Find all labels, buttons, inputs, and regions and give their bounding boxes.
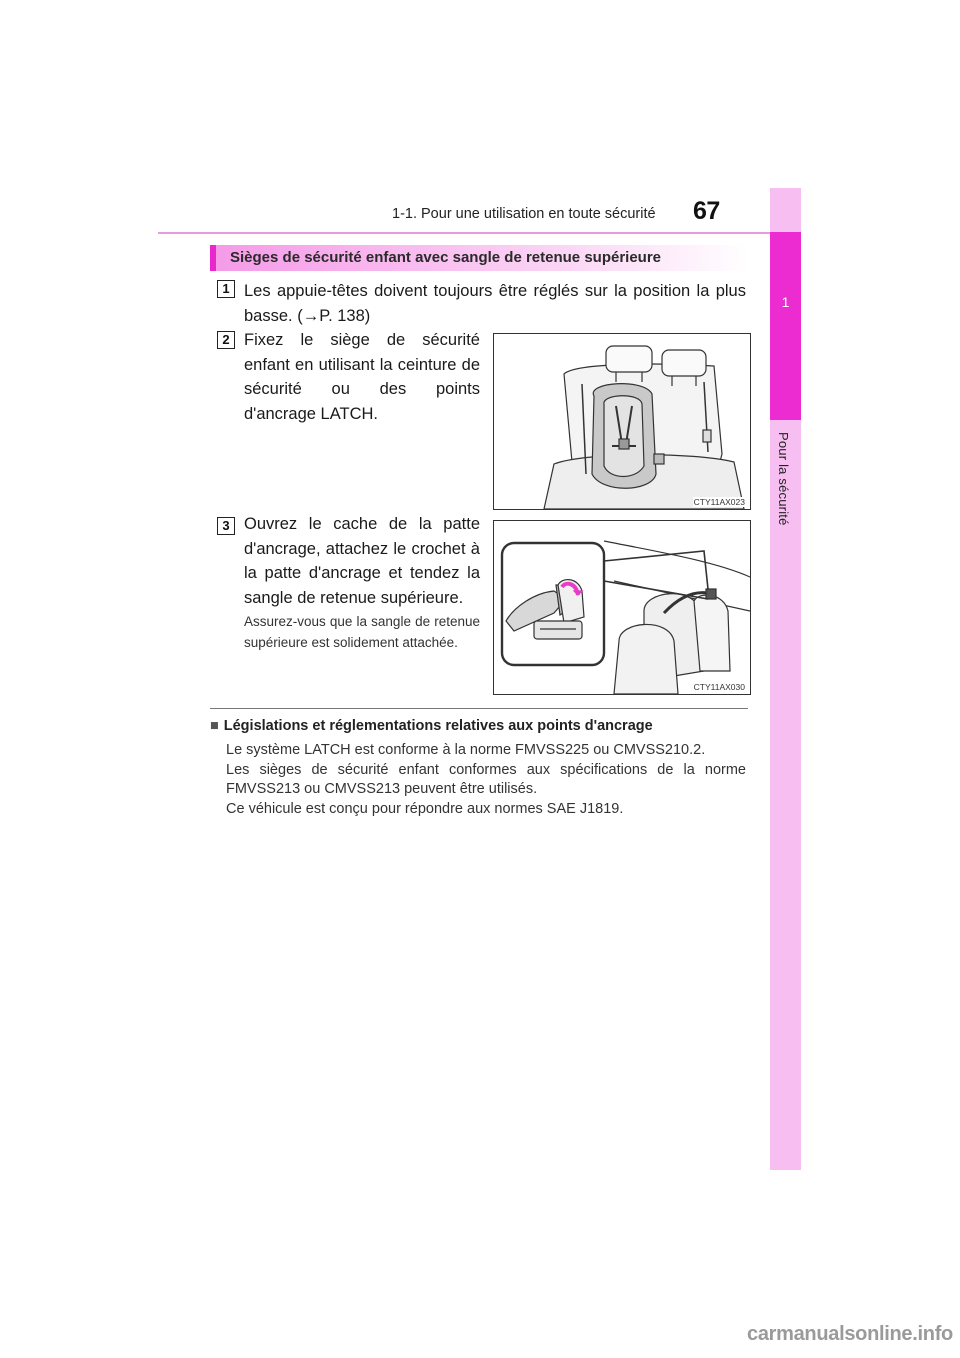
anchor-bracket-figure — [493, 520, 751, 695]
info-title-text: Législations et réglementations relatives aux points d'ancrage — [223, 718, 653, 734]
header-divider — [158, 232, 800, 234]
step-3-text: Ouvrez le cache de la patte d'ancrage, attachez le crochet à la patte d'ancrage et tendez la sangle de retenue supérieure. — [244, 515, 480, 607]
section-title-bar — [210, 245, 748, 271]
info-line: FMVSS213 ou CMVSS213 peuvent être utilisés. — [226, 781, 538, 797]
watermark: carmanualsonline.info — [747, 1323, 953, 1345]
info-divider — [210, 708, 748, 709]
step-3-note: Assurez-vous que la sangle de retenue supérieure est solidement attachée. — [244, 614, 480, 650]
step-number-2: 2 — [217, 331, 235, 349]
chapter-number: 1 — [781, 294, 790, 310]
step-1-text: Les appuie-têtes doivent toujours être réglés sur la position la plus basse. (→P. 138) — [244, 282, 746, 325]
info-line: Les sièges de sécurité enfant conformes aux spécifications de la norme — [226, 761, 746, 778]
step-number-1: 1 — [217, 280, 235, 298]
chapter-label: Pour la sécurité — [776, 432, 791, 526]
section-title: Sièges de sécurité enfant avec sangle de retenue supérieure — [230, 249, 662, 266]
figure-1-code: CTY11AX023 — [693, 497, 745, 507]
info-title — [210, 718, 653, 734]
info-line: Ce véhicule est conçu pour répondre aux normes SAE J1819. — [226, 800, 624, 817]
info-body — [226, 741, 746, 819]
header-section-title: 1-1. Pour une utilisation en toute sécurité — [392, 206, 656, 222]
child-seat-figure — [493, 333, 751, 510]
side-tab-highlight — [770, 232, 801, 420]
anchor-bracket-illustration — [494, 521, 750, 694]
step-number-3: 3 — [217, 517, 235, 535]
child-seat-illustration — [494, 334, 750, 509]
page-number: 67 — [693, 197, 720, 225]
figure-2-code: CTY11AX030 — [693, 682, 745, 692]
step-2-text: Fixez le siège de sécurité enfant en utilisant la ceinture de sécurité ou des points d'ancrage LATCH. — [244, 331, 480, 423]
info-line: Le système LATCH est conforme à la norme FMVSS225 ou CMVSS210.2. — [226, 742, 706, 758]
square-bullet-icon: ■ — [210, 718, 219, 734]
